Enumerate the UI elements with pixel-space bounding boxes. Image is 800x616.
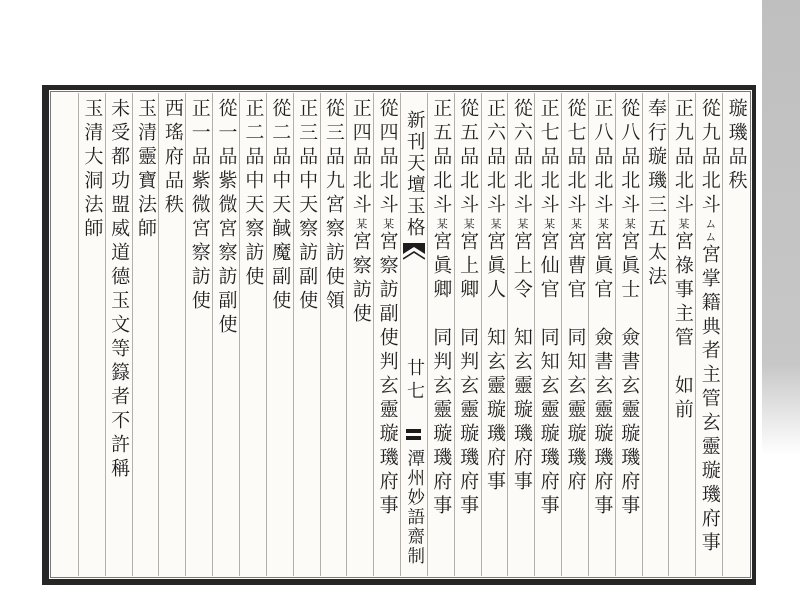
bar (406, 429, 421, 433)
column-text (512, 93, 531, 576)
column-text-segment: 從七品北斗 (564, 98, 587, 218)
text-column (722, 93, 749, 576)
column-text (217, 93, 236, 576)
placeholder-small-char: ムム (703, 218, 717, 244)
text-column (346, 93, 373, 576)
column-text-segment: 正三品中天察訪副使 (296, 98, 319, 314)
placeholder-small-char: 某 (542, 218, 556, 231)
column-text-segment: 正一品紫微宮察訪使 (188, 98, 211, 314)
column-text-segment: 正九品北斗 (671, 98, 694, 218)
text-column (185, 93, 212, 576)
placeholder-small-char: 某 (569, 218, 583, 231)
column-text-segment: 宮掌籍典者主管玄靈璇璣府事 (698, 244, 721, 556)
bar (406, 436, 421, 440)
column-text-segment: 宮仙官 同知玄靈璇璣府事 (537, 231, 560, 519)
column-text (618, 93, 641, 576)
text-column (373, 93, 400, 576)
column-text-segment: 從八品北斗 (618, 98, 641, 218)
column-area (52, 93, 749, 576)
column-text (324, 93, 343, 576)
column-text (539, 93, 558, 576)
column-text (190, 93, 209, 576)
column-text-segment: 玉清大洞法師 (81, 98, 104, 242)
column-text (457, 93, 480, 576)
column-text (485, 93, 504, 576)
column-text-segment: 正五品北斗 (430, 98, 453, 218)
text-column (481, 93, 508, 576)
double-bar-mark (406, 428, 421, 442)
column-text (163, 93, 182, 576)
column-text-segment: 宮眞卿 同判玄靈璇璣府事 (430, 231, 453, 519)
folio-column (400, 93, 427, 576)
column-text-segment: 璇璣品秩 (725, 98, 748, 194)
text-column (105, 93, 132, 576)
text-column (293, 93, 320, 576)
column-text-segment: 宮眞士 僉書玄靈璇璣府事 (618, 231, 641, 519)
text-column (534, 93, 561, 576)
column-text-segment: 玉清靈寶法師 (135, 98, 158, 242)
text-column (239, 93, 266, 576)
column-text-segment: 西瑤府品秩 (161, 98, 184, 218)
folio-page-number: 廿七 (403, 357, 425, 404)
placeholder-small-char: 某 (596, 218, 610, 231)
column-text-segment: 宮祿事主管 如前 (671, 231, 694, 423)
column-text-segment: 正八品北斗 (591, 98, 614, 218)
text-column (454, 93, 481, 576)
column-text-segment: 宮上卿 同判玄靈璇璣府事 (457, 231, 480, 519)
placeholder-small-char: 某 (676, 218, 690, 231)
column-text (591, 93, 614, 576)
text-column (588, 93, 615, 576)
text-column (78, 93, 105, 576)
text-column (615, 93, 642, 576)
text-column (158, 93, 185, 576)
folio-colophon: 潭州妙語齋制 (404, 448, 425, 566)
placeholder-small-char: 某 (381, 218, 395, 231)
column-text-segment: 正二品中天察訪使 (242, 98, 265, 290)
column-text-segment: 從四品北斗 (376, 98, 399, 218)
column-text-segment: 從三品九宮察訪使領 (322, 98, 345, 314)
text-column (320, 93, 347, 576)
column-text (645, 93, 668, 576)
placeholder-small-char: 某 (354, 218, 368, 231)
text-column (52, 93, 78, 576)
fishtail-ornament-icon (403, 243, 425, 262)
column-text-segment: 宮眞官 僉書玄靈璇璣府事 (591, 231, 614, 519)
column-text-segment: 從六品北斗 (510, 98, 533, 218)
column-text-segment: 未受都功盟威道德玉文等籙者不許稱 (108, 98, 131, 482)
column-text-segment: 宮察訪使 (349, 231, 372, 327)
column-text-segment: 宮察訪副使判玄靈璇璣府事 (376, 231, 399, 519)
column-text (269, 93, 292, 576)
column-text (430, 93, 453, 576)
text-column (132, 93, 159, 576)
column-text-segment: 宮眞人 知玄靈璇璣府事 (483, 231, 506, 495)
text-column (561, 93, 588, 576)
placeholder-small-char: 某 (462, 218, 476, 231)
column-text-segment: 從九品北斗 (698, 98, 721, 218)
column-text-segment: 宮上令 知玄靈璇璣府事 (510, 231, 533, 495)
text-column (212, 93, 239, 576)
placeholder-small-char: 某 (488, 218, 502, 231)
column-text (727, 93, 746, 576)
text-column (695, 93, 722, 576)
column-text-segment: 從五品北斗 (457, 98, 480, 218)
column-text (700, 93, 719, 576)
column-text-segment: 宮曹官 同知玄靈璇璣府 (564, 231, 587, 495)
column-text (351, 93, 370, 576)
column-text-segment: 正六品北斗 (483, 98, 506, 218)
column-text (108, 93, 131, 576)
text-column (668, 93, 695, 576)
column-text (566, 93, 585, 576)
placeholder-small-char: 某 (435, 218, 449, 231)
text-column (266, 93, 293, 576)
folio-title: 新刊天壇玉格 (404, 109, 426, 239)
text-column (507, 93, 534, 576)
column-text-segment: 從一品紫微宮察訪副使 (215, 98, 238, 338)
column-text (296, 93, 319, 576)
scanned-page (42, 85, 756, 585)
text-column (427, 93, 454, 576)
column-text-segment: 正四品北斗 (349, 98, 372, 218)
column-text-segment: 從二品中天馘魔副使 (269, 98, 292, 314)
column-text (81, 93, 104, 576)
column-text-segment: 正七品北斗 (537, 98, 560, 218)
column-text (378, 93, 397, 576)
scanner-background-strip (762, 0, 800, 455)
column-text (673, 93, 692, 576)
column-text (135, 93, 158, 576)
column-text (242, 93, 265, 576)
placeholder-small-char: 某 (623, 218, 637, 231)
placeholder-small-char: 某 (515, 218, 529, 231)
column-text-segment: 奉行璇璣三五太法 (645, 98, 668, 290)
text-column (642, 93, 669, 576)
